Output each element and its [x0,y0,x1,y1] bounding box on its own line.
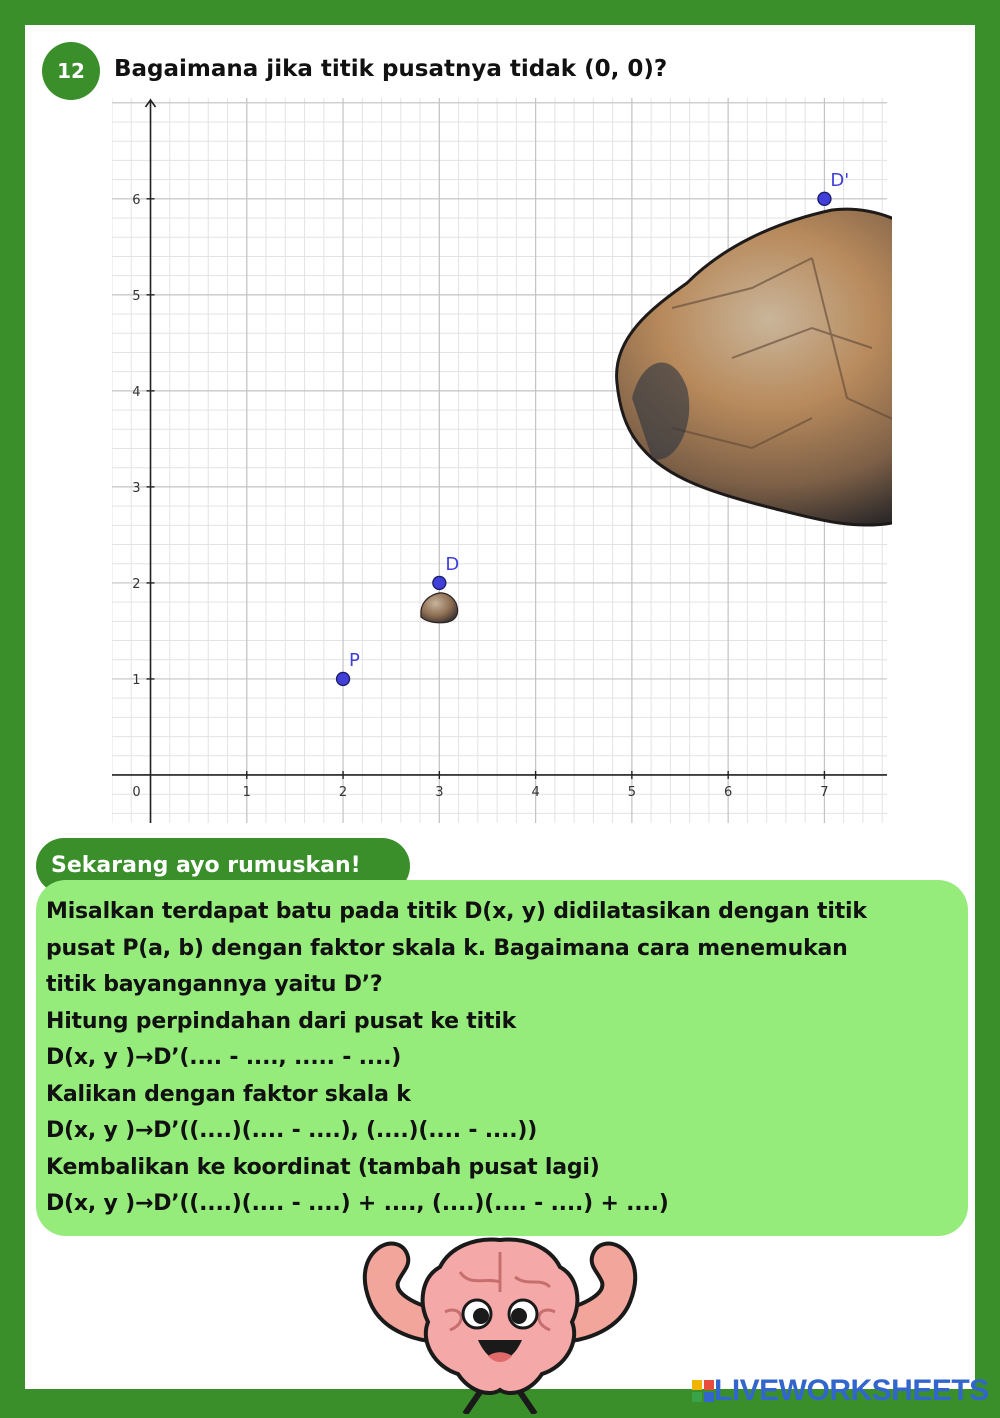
section-header-pill: Sekarang ayo rumuskan! [36,838,410,894]
y-tick-label: 2 [132,576,141,592]
point-label-d-prime: D' [830,169,850,191]
y-tick-label: 1 [132,672,141,688]
formula-line-3: titik bayangannya yaitu D’? [46,972,383,997]
step-1-formula: D(x, y )→D’(.... - ...., ..... - ....) [46,1045,402,1070]
x-tick-label: 2 [338,784,348,800]
brain-mascot-image [350,1232,650,1418]
step-2-instruction: Kalikan dengan faktor skala k [46,1081,411,1107]
x-tick-label: 5 [627,784,637,800]
y-tick-label: 4 [132,384,141,400]
y-tick-label: 3 [132,480,141,496]
y-tick-label: 6 [132,192,141,208]
x-tick-label: 0 [132,784,141,800]
x-tick-label: 3 [435,784,444,800]
x-tick-label: 7 [820,784,829,800]
question-number-badge: 12 [42,42,100,100]
point-d [433,576,446,589]
liveworksheets-logo-text: LIVEWORKSHEETS [714,1374,989,1407]
x-tick-label: 1 [242,784,251,800]
point-label-p: P [349,649,360,671]
step-1-instruction: Hitung perpindahan dari pusat ke titik [46,1008,517,1034]
y-tick-label: 5 [132,288,141,304]
x-tick-label: 4 [531,784,540,800]
x-tick-label: 6 [724,784,733,800]
liveworksheets-logo-icon [692,1380,714,1402]
point-label-d: D [445,553,460,575]
small-rock-image [421,593,458,623]
formula-line-2: pusat P(a, b) dengan faktor skala k. Bagaimana cara menemukan [46,935,848,961]
point-d-prime [818,192,831,205]
coordinate-graph [112,98,892,830]
step-3-formula: D(x, y )→D’((....)(.... - ....) + ...., (....)(.... - ....) + ....) [46,1191,669,1216]
step-3-instruction: Kembalikan ke koordinat (tambah pusat lagi) [46,1154,600,1180]
formula-line-1: Misalkan terdapat batu pada titik D(x, y) didilatasikan dengan titik [46,899,867,924]
formula-box [36,880,968,1236]
step-2-formula: D(x, y )→D’((....)(.... - ....), (....)(.... - ....)) [46,1118,538,1143]
question-title: Bagaimana jika titik pusatnya tidak (0, 0)? [114,56,668,82]
point-p [337,672,350,685]
liveworksheets-logo [692,1376,989,1406]
